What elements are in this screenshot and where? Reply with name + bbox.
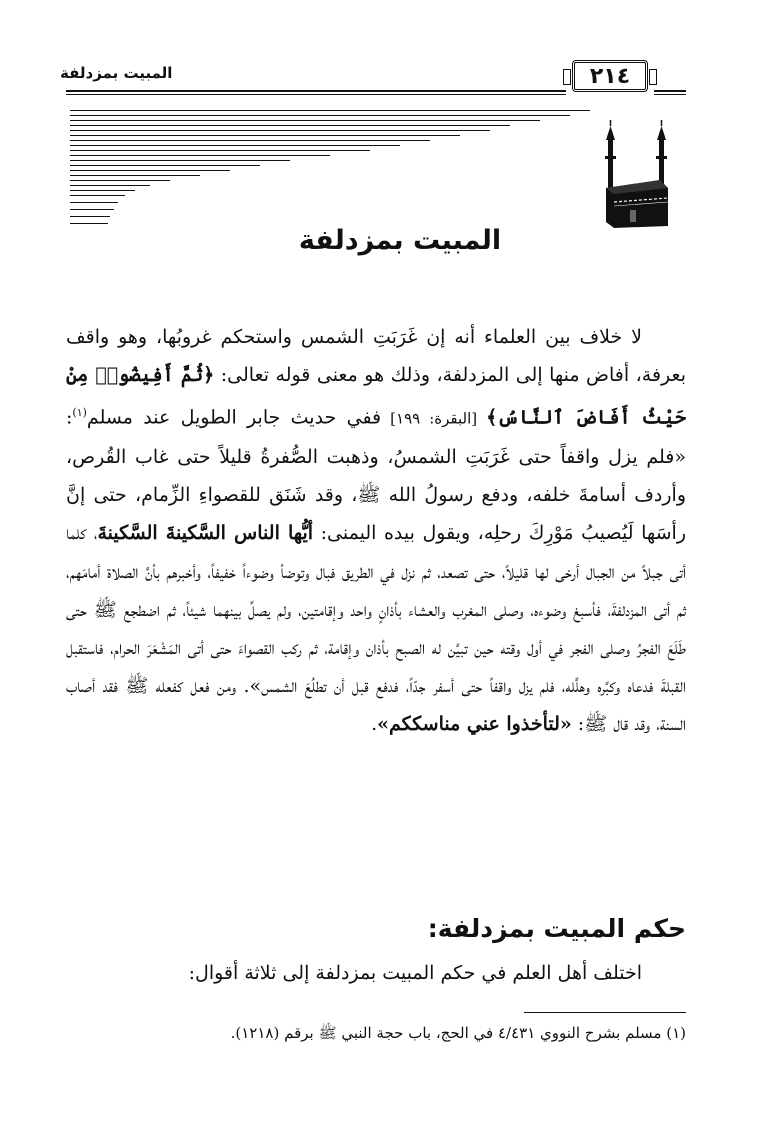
page-number [572,60,648,92]
header-rule-right-thin [654,94,686,95]
text-run: ففي حديث جابر الطويل عند مسلم [86,406,382,429]
hadith-quote: «لتأخذوا عني مناسككم» [377,713,572,736]
quran-verse: ﴿ثُمَّ أَفِيضُوا۟ مِنْ حَيْثُ أَفَاضَ ٱلنَّاسُ﴾ [66,364,686,429]
footnote-marker: (١) [72,406,87,420]
verse-reference: [البقرة: ١٩٩] [381,409,487,428]
footnote-rule [524,1012,686,1013]
header-rule-left-thin [66,94,566,95]
page-number-text: ٢١٤ [589,63,631,89]
decorative-lines [70,110,590,240]
running-title: المبيت بمزدلفة [60,64,173,82]
kaaba-icon [600,118,672,230]
text-run: لا خلاف بين العلماء أنه إن غَرَبَتِ الشمس واستحكم غروبُها، وهو واقف بعرفة، أفاض منها إلى المزدلفة، وذلك هو معنى قوله تعالى: [66,326,686,387]
text-run: . [371,713,378,736]
chapter-title: المبيت بمزدلفة [298,225,502,256]
paragraph [66,318,686,744]
header-rule-right [654,90,686,92]
footnote: (١) مسلم بشرح النووي ٤/٤٣١ في الحج، باب حجة النبي ﷺ برقم (١٢١٨). [230,1024,686,1042]
hadith-text: : «فلم يزل واقفاً حتى غَرَبَتِ الشمسُ، وذهبت الصُّفرةُ قليلاً حتى غاب القُرص، وأردف أسامةَ خلفه، ودفع رسولُ الله ﷺ، وقد شَنَق للقصواءِ الزِّمام، حتى إنَّ رأسَها لَيُصيبُ مَوْرِكَ رحلِه، ويقول بيده اليمنى: [66,406,686,545]
section-heading: حكم المبيت بمزدلفة: [427,914,686,943]
sakina-phrase: أيُّها الناس السَّكينةَ السَّكينةَ [97,522,314,545]
header-rule-left [66,90,566,92]
body-text [66,318,686,744]
section-intro: اختلف أهل العلم في حكم المبيت بمزدلفة إلى ثلاثة أقوال: [188,962,642,984]
hadith-text: ، كلما أتى جبلاً من الجبال أرخى لها قليلاً، حتى تصعد، ثم نزل في الطريق فبال وتوضأ وضوءاً خفيفاً، وأخبرهم بأنَّ الصلاة أمامَهم، ثم أتى المزدلفةَ، فأسبغ وضوءه، وصلى المغرب والعشاء بأذانٍ واحد وإقامتين، ولم يصلِّ بينهما شيئاً، ثم اضطجع ﷺ حتى طَلَعَ الفجرُ وصلى الفجر في أول وقته حين تبيَّن له الصبح بأذان وإقامة، ثم ركب القصواءَ حتى أتى المَشْعَرَ الحرام، فاستقبل القبلةَ فدعاه وكبَّره وهلَّله، فلم يزل واقفاً حتى أسفر جدّاً، فدفع قبل أن تطلُعَ الشمس». ومن فعل كفعله ﷺ فقد أصاب السنة، وقد قال ﷺ: [66,522,686,736]
